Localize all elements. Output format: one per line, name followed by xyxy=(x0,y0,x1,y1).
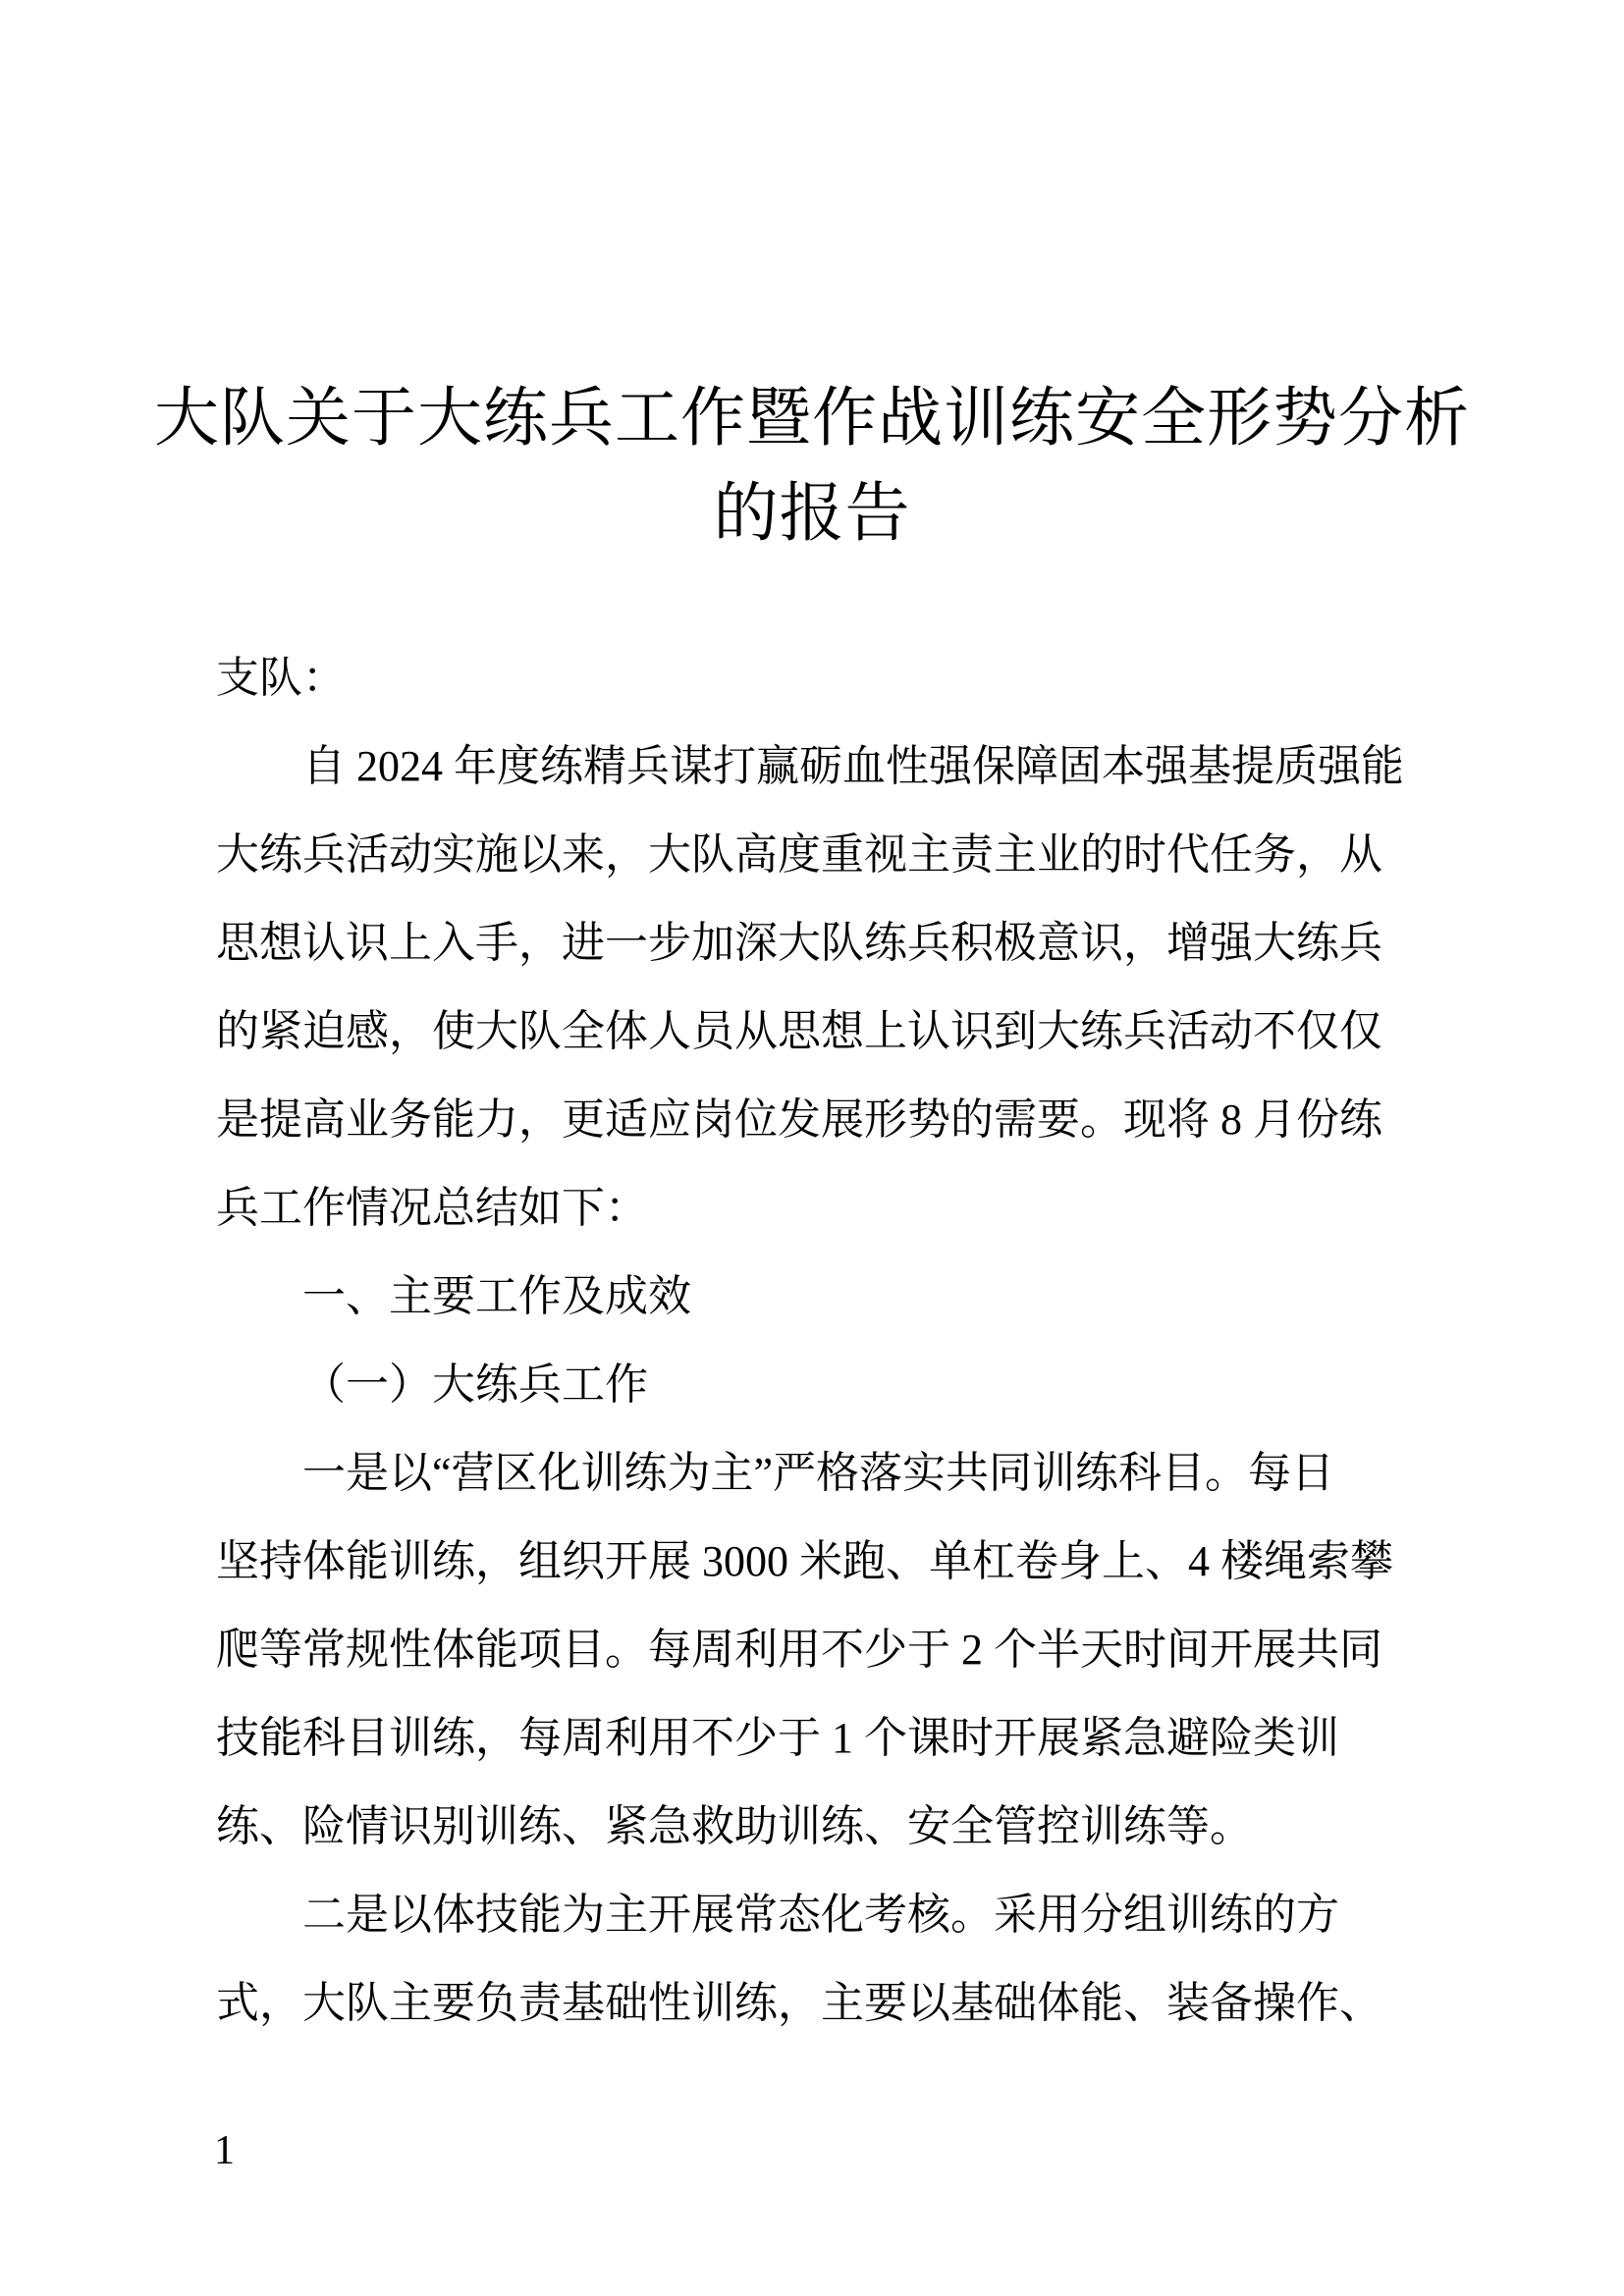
subsection-heading: （一）大练兵工作 xyxy=(302,1361,648,1409)
body-line: 的紧迫感，使大队全体人员从思想上认识到大练兵活动不仅仅 xyxy=(216,1007,1382,1055)
body-line: 自 2024 年度练精兵谋打赢砺血性强保障固本强基提质强能 xyxy=(302,742,1404,790)
section-heading: 一、主要工作及成效 xyxy=(302,1272,691,1320)
document-title-line-2: 的报告 xyxy=(713,478,911,550)
body-line: 兵工作情况总结如下： xyxy=(216,1184,648,1232)
document-body xyxy=(216,634,1434,2048)
document-title xyxy=(79,371,1545,561)
body-line: 一是以“营区化训练为主”严格落实共同训练科目。每日 xyxy=(302,1449,1335,1497)
body-line: 是提高业务能力，更适应岗位发展形势的需要。现将 8 月份练 xyxy=(216,1095,1382,1144)
body-line: 练、险情识别训练、紧急救助训练、安全管控训练等。 xyxy=(216,1802,1253,1850)
body-line: 大练兵活动实施以来，大队高度重视主责主业的时代任务，从 xyxy=(216,830,1382,879)
page-number: 1 xyxy=(214,2128,235,2173)
document-title-line-1: 大队关于大练兵工作暨作战训练安全形势分析 xyxy=(154,383,1470,454)
body-line: 技能科目训练，每周利用不少于 1 个课时开展紧急避险类训 xyxy=(216,1714,1339,1762)
body-line: 爬等常规性体能项目。每周利用不少于 2 个半天时间开展共同 xyxy=(216,1626,1382,1674)
body-line: 式，大队主要负责基础性训练，主要以基础体能、装备操作、 xyxy=(216,1979,1382,2027)
body-line: 思想认识上入手，进一步加深大队练兵积极意识，增强大练兵 xyxy=(216,919,1382,967)
salutation-line: 支队： xyxy=(216,654,346,702)
body-line: 坚持体能训练，组织开展 3000 米跑、单杠卷身上、4 楼绳索攀 xyxy=(216,1537,1393,1585)
body-line: 二是以体技能为主开展常态化考核。采用分组训练的方 xyxy=(302,1891,1339,1939)
